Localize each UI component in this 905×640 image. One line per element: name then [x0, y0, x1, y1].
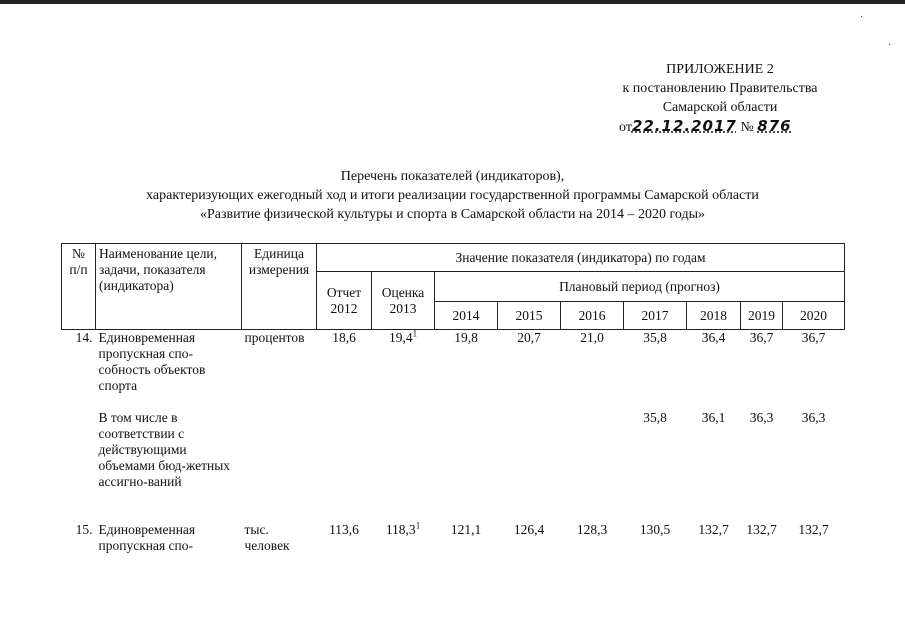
row-report: 18,6 [332, 330, 356, 345]
heading-line-3: «Развитие физической культуры и спорта в Самарской области на 2014 – 2020 годы» [199, 207, 706, 222]
row-value: 132,7 [746, 521, 777, 537]
footnote-mark: 1 [415, 520, 421, 530]
row-unit: тыс. человек [244, 521, 290, 553]
row-value [435, 410, 498, 522]
header-year: 2015 [498, 302, 561, 330]
row-value [498, 410, 561, 522]
row-value [561, 410, 624, 522]
indicators-table [61, 243, 845, 582]
appendix-title: ПРИЛОЖЕНИЕ 2 [666, 62, 774, 77]
appendix-line-2: к постановлению Правительства [622, 81, 818, 96]
top-border-line [0, 0, 905, 4]
header-unit: Единица измерения [242, 244, 317, 330]
date-prefix: от [619, 120, 632, 135]
row-value: 36,4 [701, 330, 726, 345]
appendix-block [560, 60, 880, 137]
table-row [62, 410, 845, 522]
row-value: 132,7 [798, 521, 829, 537]
header-year: 2014 [435, 302, 498, 330]
row-unit [242, 410, 317, 522]
row-value: 19,8 [454, 330, 478, 345]
header-year: 2019 [741, 302, 783, 330]
row-name: Единовременная пропускная спо- [98, 521, 196, 553]
scan-speck: · [860, 12, 864, 23]
row-value: 132,7 [698, 521, 729, 537]
row-report: 113,6 [329, 521, 359, 537]
row-unit: процентов [244, 330, 305, 345]
row-value: 36,3 [749, 409, 774, 425]
estimate-value: 19,4 [388, 330, 413, 345]
row-value: 36,3 [801, 409, 826, 425]
estimate-value: 118,3 [385, 521, 416, 537]
header-values-by-year: Значение показателя (индикатора) по годам [317, 244, 845, 272]
row-value: 130,5 [639, 521, 671, 537]
document-heading [60, 167, 845, 224]
header-plan-period: Плановый период (прогноз) [435, 272, 845, 302]
header-year: 2020 [783, 302, 845, 330]
header-year: 2016 [561, 302, 624, 330]
table-row [62, 522, 845, 582]
row-estimate [372, 410, 435, 522]
row-value: 36,7 [801, 330, 826, 345]
row-estimate [372, 330, 435, 410]
row-value: 35,8 [643, 409, 667, 425]
row-value: 36,7 [749, 330, 774, 345]
row-num: 15. [75, 521, 93, 537]
appendix-date-line [560, 117, 880, 137]
row-value: 128,3 [576, 521, 608, 537]
number-prefix: № [740, 120, 754, 135]
row-report [317, 410, 372, 522]
header-report: Отчет 2012 [317, 272, 372, 330]
row-num [62, 410, 96, 522]
header-year: 2018 [687, 302, 741, 330]
row-value: 20,7 [517, 330, 541, 345]
header-num: № п/п [62, 244, 96, 330]
table-row [62, 330, 845, 410]
row-value: 126,4 [513, 521, 545, 537]
row-value: 36,1 [701, 409, 726, 425]
heading-line-1: Перечень показателей (индикаторов), [340, 169, 565, 184]
appendix-line-3: Самарской области [662, 100, 778, 115]
row-estimate [372, 522, 435, 582]
row-value: 35,8 [643, 330, 667, 345]
header-estimate: Оценка 2013 [372, 272, 435, 330]
handwritten-date: 22.12.2017 [631, 117, 737, 135]
row-name: Единовременная пропускная спо-собность объектов спорта [98, 330, 206, 393]
heading-line-2: характеризующих ежегодный ход и итоги реализации государственной программы Самарской области [146, 188, 759, 203]
row-name: В том числе в соответствии с действующими объемами бюд-жетных ассигно-ваний [98, 409, 231, 489]
row-value: 121,1 [450, 521, 482, 537]
row-value: 21,0 [580, 330, 604, 345]
row-num: 14. [75, 330, 93, 345]
handwritten-number: 876 [757, 117, 792, 135]
scan-speck: · [888, 40, 892, 51]
header-name: Наименование цели, задачи, показателя (индикатора) [96, 244, 242, 330]
footnote-mark: 1 [412, 328, 418, 339]
header-year: 2017 [624, 302, 687, 330]
